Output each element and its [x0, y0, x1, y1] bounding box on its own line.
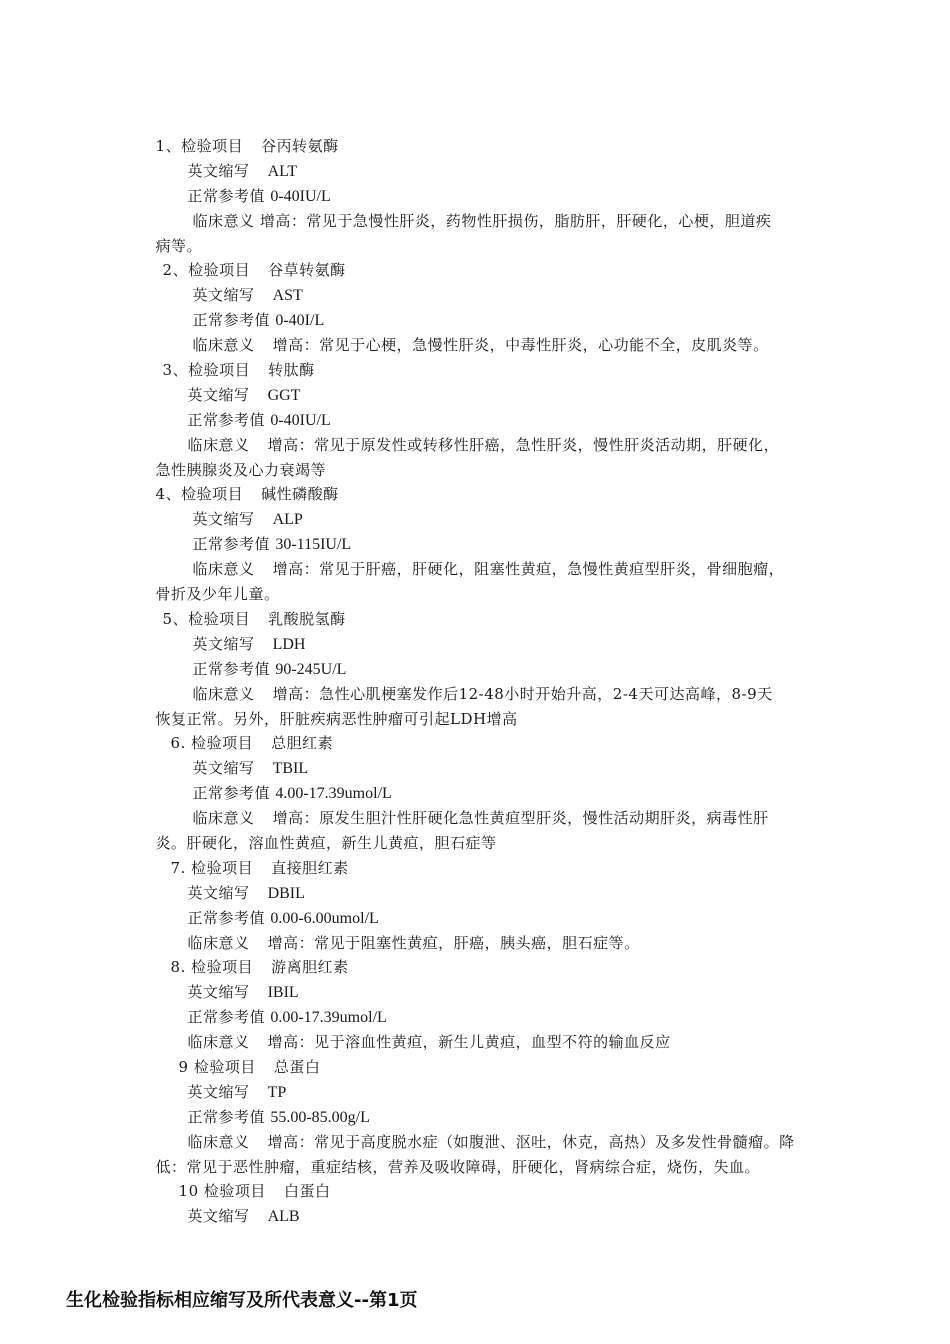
- item-title-value: 直接胆红素: [271, 859, 349, 877]
- ref-value: 4.00-17.39umol/L: [275, 785, 392, 802]
- abbr-label: 英文缩写: [192, 286, 255, 304]
- meaning-text-cont: 炎。肝硬化，溶血性黄疸，新生儿黄疸，胆石症等: [155, 834, 497, 852]
- meaning-label: 临床意义: [187, 436, 250, 454]
- ref-value: 90-245U/L: [275, 661, 347, 678]
- ref-label: 正常参考值: [192, 311, 271, 329]
- meaning-text: 增高：急性心肌梗塞发作后12-48小时开始升高，2-4天可达高峰，8-9天: [272, 685, 773, 703]
- item-number: 5、: [162, 610, 189, 628]
- item-title-label: 检验项目: [188, 361, 251, 379]
- abbr-value: ALT: [267, 163, 298, 180]
- abbr-label: 英文缩写: [187, 1083, 250, 1101]
- meaning-text: 增高：见于溶血性黄疸，新生儿黄疸，血型不符的输血反应: [267, 1033, 671, 1051]
- abbr-label: 英文缩写: [187, 1207, 250, 1225]
- item-title-label: 检验项目: [193, 1058, 256, 1076]
- item-number: 2、: [162, 261, 189, 279]
- ref-label: 正常参考值: [192, 660, 271, 678]
- meaning-label: 临床意义: [187, 1133, 250, 1151]
- item-title-value: 谷草转氨酶: [268, 261, 346, 279]
- meaning-text: 增高：常见于高度脱水症（如腹泄、沤吐，休克，高热）及多发性骨髓瘤。降: [267, 1133, 795, 1151]
- ref-value: 0-40I/L: [275, 312, 325, 329]
- meaning-text-cont: 骨折及少年儿童。: [155, 585, 280, 603]
- item-number: 3、: [162, 361, 189, 379]
- item-title-value: 乳酸脱氢酶: [268, 610, 346, 628]
- item-number: 10: [178, 1182, 199, 1200]
- abbr-value: DBIL: [267, 885, 305, 902]
- item-title-value: 转肽酶: [268, 361, 315, 379]
- item-title-label: 检验项目: [203, 1182, 266, 1200]
- ref-value: 30-115IU/L: [275, 536, 352, 553]
- abbr-label: 英文缩写: [192, 510, 255, 528]
- meaning-label: 临床意义: [192, 212, 255, 230]
- item-title-value: 总胆红素: [271, 734, 334, 752]
- ref-value: 0-40IU/L: [270, 412, 331, 429]
- meaning-label: 临床意义: [192, 336, 255, 354]
- abbr-label: 英文缩写: [187, 162, 250, 180]
- item-title-label: 检验项目: [191, 859, 254, 877]
- item-number: 7.: [170, 859, 186, 877]
- ref-value: 55.00-85.00g/L: [270, 1109, 370, 1126]
- meaning-label: 临床意义: [187, 1033, 250, 1051]
- meaning-text-cont: 低：常见于恶性肿瘤，重症结核，营养及吸收障碍，肝硬化，肾病综合症，烧伤，失血。: [155, 1158, 761, 1176]
- item-title-label: 检验项目: [188, 610, 251, 628]
- item-number: 6.: [170, 734, 186, 752]
- abbr-value: AST: [272, 287, 303, 304]
- meaning-text: 增高：常见于心梗，急慢性肝炎，中毒性肝炎，心功能不全，皮肌炎等。: [272, 336, 769, 354]
- meaning-label: 临床意义: [192, 685, 255, 703]
- ref-value: 0-40IU/L: [270, 188, 331, 205]
- page-footer: 生化检验指标相应缩写及所代表意义--第1页: [66, 1290, 418, 1311]
- ref-label: 正常参考值: [187, 187, 266, 205]
- item-title-value: 谷丙转氨酶: [261, 137, 339, 155]
- abbr-label: 英文缩写: [192, 759, 255, 777]
- item-number: 1、: [155, 137, 182, 155]
- abbr-label: 英文缩写: [187, 884, 250, 902]
- abbr-label: 英文缩写: [192, 635, 255, 653]
- abbr-value: TP: [267, 1084, 287, 1101]
- item-number: 9: [178, 1058, 189, 1076]
- ref-label: 正常参考值: [192, 535, 271, 553]
- meaning-label: 临床意义: [192, 560, 255, 578]
- item-title-label: 检验项目: [188, 261, 251, 279]
- ref-label: 正常参考值: [187, 909, 266, 927]
- ref-label: 正常参考值: [187, 1008, 266, 1026]
- item-title-label: 检验项目: [181, 137, 244, 155]
- item-10-abbr: [177, 1186, 300, 1227]
- meaning-label: 临床意义: [187, 934, 250, 952]
- ref-label: 正常参考值: [192, 784, 271, 802]
- abbr-value: IBIL: [267, 984, 299, 1001]
- abbr-label: 英文缩写: [187, 983, 250, 1001]
- meaning-text-cont: 急性胰腺炎及心力衰竭等: [155, 461, 327, 479]
- item-title-value: 游离胆红素: [271, 958, 349, 976]
- ref-label: 正常参考值: [187, 411, 266, 429]
- abbr-value: LDH: [272, 636, 306, 653]
- abbr-value: TBIL: [272, 760, 309, 777]
- meaning-text: 增高：常见于急慢性肝炎，药物性肝损伤，脂肪肝，肝硬化，心梗，胆道疾: [259, 212, 772, 230]
- meaning-text: 增高：原发生胆汁性肝硬化急性黄疸型肝炎，慢性活动期肝炎，病毒性肝: [272, 809, 769, 827]
- ref-value: 0.00-6.00umol/L: [270, 910, 379, 927]
- ref-value: 0.00-17.39umol/L: [270, 1009, 387, 1026]
- abbr-value: GGT: [267, 387, 301, 404]
- abbr-value: ALB: [267, 1208, 300, 1225]
- item-number: 8.: [170, 958, 186, 976]
- meaning-label: 临床意义: [192, 809, 255, 827]
- item-title-value: 碱性磷酸酶: [261, 485, 339, 503]
- meaning-text: 增高：常见于肝癌，肝硬化，阻塞性黄疸，急慢性黄疸型肝炎，骨细胞瘤，: [272, 560, 785, 578]
- ref-label: 正常参考值: [187, 1108, 266, 1126]
- item-title-label: 检验项目: [191, 958, 254, 976]
- item-number: 4、: [155, 485, 182, 503]
- item-title-label: 检验项目: [191, 734, 254, 752]
- abbr-value: ALP: [272, 511, 303, 528]
- item-title-value: 白蛋白: [283, 1182, 331, 1200]
- item-1-meaning: [182, 191, 771, 231]
- item-title-label: 检验项目: [181, 485, 244, 503]
- meaning-text: 增高：常见于阻塞性黄疸，肝癌，胰头癌，胆石症等。: [267, 934, 640, 952]
- item-title-value: 总蛋白: [273, 1058, 321, 1076]
- meaning-text-cont: 恢复正常。另外，肝脏疾病恶性肿瘤可引起LDH增高: [155, 710, 518, 728]
- meaning-text-cont: 病等。: [155, 237, 203, 255]
- meaning-text: 增高：常见于原发性或转移性肝癌，急性肝炎，慢性肝炎活动期，肝硬化，: [267, 436, 780, 454]
- abbr-label: 英文缩写: [187, 386, 250, 404]
